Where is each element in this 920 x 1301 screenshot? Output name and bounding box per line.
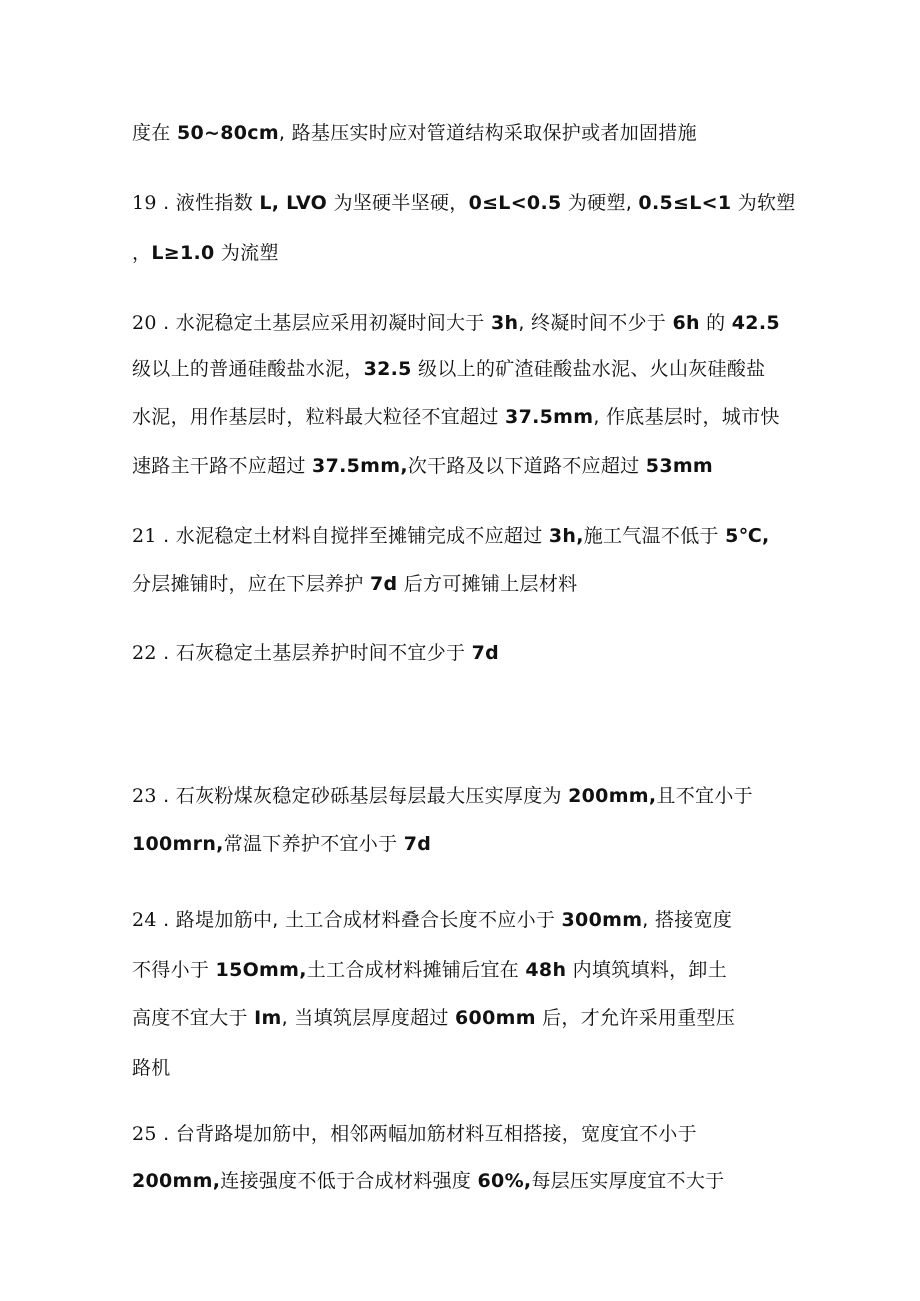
text-run-bold: 3h, (548, 525, 584, 547)
text-run: . 路堤加筋中, 土工合成材料叠合长度不应小于 (156, 909, 562, 931)
text-run-bold: 5℃, (725, 525, 770, 547)
item-number: 20 (132, 312, 157, 334)
text-line (132, 1055, 171, 1081)
text-run-bold: 600mm (455, 1007, 536, 1029)
text-run: 路机 (132, 1057, 171, 1079)
item-number: 25 (132, 1123, 157, 1145)
text-run: 为硬塑, (561, 192, 639, 214)
text-run: . 台背路堤加筋中，相邻两幅加筋材料互相搭接，宽度宜不小于 (156, 1123, 697, 1145)
text-run-bold: L≥1.0 (151, 242, 215, 264)
item-number: 22 (132, 642, 157, 664)
text-run: 不得小于 (132, 959, 216, 981)
text-run: 内填筑填料，卸土 (566, 959, 728, 981)
text-run-bold: Im (254, 1007, 282, 1029)
text-run-bold: 15Omm, (215, 959, 307, 981)
text-line (132, 831, 431, 857)
text-run: , 搭接宽度 (642, 909, 733, 931)
text-line (132, 907, 732, 933)
text-run: 为流塑 (214, 242, 279, 264)
text-run: 且不宜小于 (656, 785, 753, 807)
text-line (132, 957, 727, 983)
item-number: 23 (132, 785, 157, 807)
text-run: 水泥，用作基层时，粒料最大粒径不宜超过 (132, 406, 506, 428)
text-run-bold: 300mm (561, 909, 643, 931)
text-run: 连接强度不低于合成材料强度 (220, 1170, 478, 1192)
text-run: 后，才允许采用重型压 (535, 1007, 736, 1029)
item-number: 24 (132, 909, 157, 931)
text-run-bold: 6h (672, 312, 700, 334)
text-run-bold: 37.5mm, (312, 455, 408, 477)
text-run: 每层压实厚度宜不大于 (531, 1170, 725, 1192)
text-line (132, 120, 697, 146)
text-run: . 液性指数 (156, 192, 260, 214)
text-line (132, 1168, 724, 1194)
text-line (132, 1005, 735, 1031)
text-run: 分层摊铺时，应在下层养护 (132, 573, 370, 595)
text-run: 为软塑 (731, 192, 796, 214)
text-run: 后方可摊铺上层材料 (397, 573, 578, 595)
text-line (132, 240, 279, 266)
text-line (132, 523, 770, 549)
text-run-bold: 37.5mm (505, 406, 594, 428)
item-number: 21 (132, 525, 157, 547)
text-line (132, 640, 499, 666)
text-run: 级以上的矿渣硅酸盐水泥、火山灰硅酸盐 (411, 358, 766, 380)
text-run-bold: 0.5≤L<1 (638, 192, 732, 214)
text-line (132, 783, 753, 809)
text-run-bold: 53mm (645, 455, 714, 477)
text-run: , 终凝时间不少于 (518, 312, 673, 334)
text-run-bold: 48h (525, 959, 567, 981)
text-run-bold: 100mrn, (132, 833, 224, 855)
text-run-bold: 0≤L<0.5 (468, 192, 562, 214)
text-run-bold: 42.5 (731, 312, 780, 334)
text-run-bold: 60%, (477, 1170, 532, 1192)
text-run: , 当填筑层厚度超过 (281, 1007, 456, 1029)
text-line (132, 1121, 697, 1147)
text-run: , 路基压实时应对管道结构采取保护或者加固措施 (278, 122, 697, 144)
text-line (132, 190, 796, 216)
text-run-bold: 200mm, (568, 785, 657, 807)
text-run: 常温下养护不宜小于 (223, 833, 404, 855)
text-run: . 水泥稳定土基层应采用初凝时间大于 (156, 312, 491, 334)
text-run: . 石灰粉煤灰稳定砂砾基层每层最大压实厚度为 (156, 785, 569, 807)
text-run-bold: 7d (369, 573, 398, 595)
text-line (132, 453, 713, 479)
text-run: 次干路及以下道路不应超过 (407, 455, 646, 477)
text-run: 施工气温不低于 (583, 525, 726, 547)
text-run: 级以上的普通硅酸盐水泥， (132, 358, 364, 380)
text-run: ， (132, 242, 152, 264)
text-line (132, 310, 780, 336)
text-run: 为坚硬半坚硬， (327, 192, 469, 214)
text-run: 高度不宜大于 (132, 1007, 255, 1029)
text-run: . 石灰稳定土基层养护时间不宜少于 (156, 642, 472, 664)
text-run-bold: 7d (403, 833, 432, 855)
text-run-bold: 32.5 (363, 358, 412, 380)
text-line (132, 404, 780, 430)
text-run-bold: L, LVO (259, 192, 328, 214)
text-run: 度在 (132, 122, 177, 144)
text-line (132, 356, 765, 382)
text-run-bold: 50~80cm (176, 122, 279, 144)
text-line (132, 571, 577, 597)
text-run: . 水泥稳定土材料自搅拌至摊铺完成不应超过 (156, 525, 549, 547)
text-run: 的 (699, 312, 732, 334)
text-run: 土工合成材料摊铺后宜在 (306, 959, 526, 981)
text-run-bold: 7d (471, 642, 500, 664)
text-run-bold: 3h (490, 312, 519, 334)
text-run: , 作底基层时，城市快 (593, 406, 780, 428)
text-run-bold: 200mm, (132, 1170, 221, 1192)
text-run: 速路主干路不应超过 (132, 455, 313, 477)
item-number: 19 (132, 192, 157, 214)
